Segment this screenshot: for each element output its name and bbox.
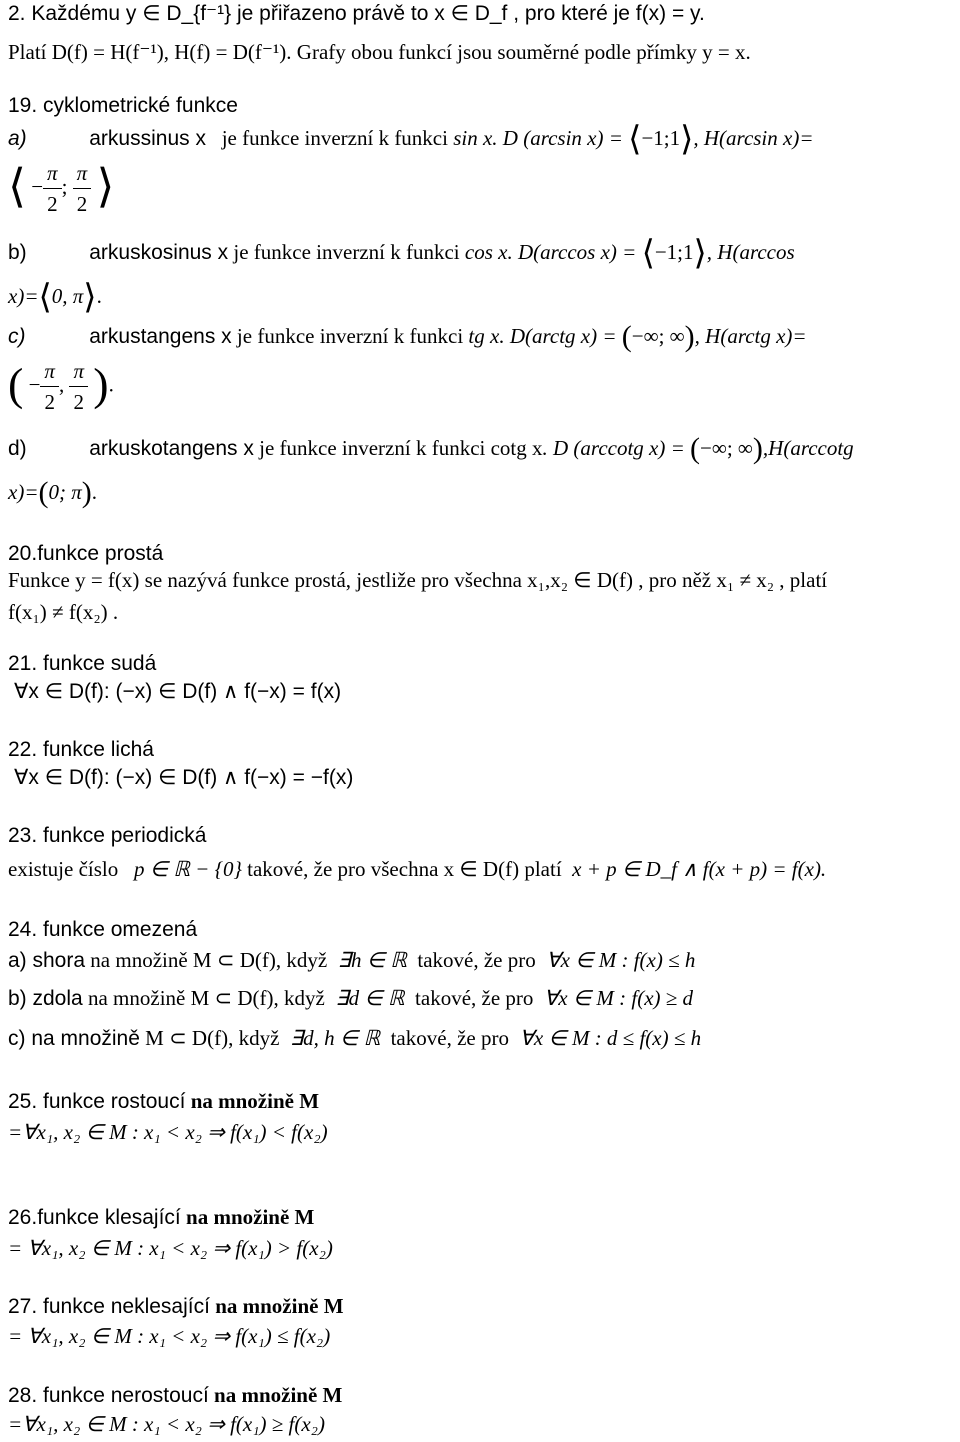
section-20-line-1: Funkce y = f(x) se nazývá funkce prostá, jestliže pro všechna x₁,x₂ ∈ D(f) , pro něž x₁ ≠ x₂ , platí <box>8 568 828 592</box>
item-18-line-2: Platí D(f) = H(f⁻¹), H(f) = D(f⁻¹). Grafy obou funkcí jsou souměrné podle přímky y = x. <box>8 40 751 64</box>
arctg-label: c) <box>8 325 26 348</box>
arccos-range-line: x)=⟨0, π⟩. <box>8 279 102 316</box>
periodic-text-b: takové, že pro všechna x ∈ D(f) platí <box>247 857 562 881</box>
bounded-above-formula: ∀x ∈ M : f(x) ≤ h <box>546 948 696 972</box>
arctg-text: je funkce inverzní k funkci <box>236 324 464 348</box>
arccotg-label: d) <box>8 437 27 460</box>
arctg-domain-value: −∞; ∞ <box>631 324 685 348</box>
bounded-above-text-2: takové, že pro <box>417 948 536 972</box>
arccotg-name: arkuskotangens x <box>89 437 254 460</box>
section-23-title: 23. funkce periodická <box>8 824 207 847</box>
arctg-frac-den-2: 2 <box>73 390 84 414</box>
bounded-text: M ⊂ D(f), když <box>145 1026 280 1050</box>
arcsin-domain-label: . D (arcsin x) = <box>492 126 623 150</box>
periodic-text-a: existuje číslo <box>8 857 119 881</box>
section-26-formula: = ∀x₁, x₂ ∈ M : x₁ < x₂ ⇒ f(x₁) > f(x₂) <box>8 1236 333 1260</box>
arcsin-frac-num-1: π <box>43 158 62 189</box>
bounded-below-formula: ∀x ∈ M : f(x) ≥ d <box>543 986 694 1010</box>
section-25-title-line <box>8 1087 952 1116</box>
section-19-title: 19. cyklometrické funkce <box>8 94 238 117</box>
arccos-label: b) <box>8 241 27 264</box>
arctg-line: c) arkustangens x je funkce inverzní k funkci tg x. D(arctg x) = (−∞; ∞), H(arctg x)= <box>8 320 807 353</box>
arctg-domain-label: . D(arctg x) = <box>499 324 617 348</box>
arcsin-domain-value: −1;1 <box>641 126 681 150</box>
bounded-formula: ∀x ∈ M : d ≤ f(x) ≤ h <box>519 1026 702 1050</box>
section-27-title: 27. funkce neklesající <box>8 1295 210 1318</box>
section-26-title-line <box>8 1203 952 1232</box>
arcsin-frac-den-2: 2 <box>76 192 88 216</box>
section-23-line <box>8 855 952 883</box>
arcsin-range-label: , H(arcsin x)= <box>693 126 814 150</box>
arccotg-range-line: x)=(0; π). <box>8 476 98 509</box>
arcsin-name: arkussinus x <box>89 127 206 150</box>
section-28-title: 28. funkce nerostoucí <box>8 1384 209 1407</box>
arccotg-domain-value: −∞; ∞ <box>700 436 753 460</box>
section-26-subtitle: na množině M <box>186 1205 315 1229</box>
section-26-title: 26.funkce klesající <box>8 1206 181 1229</box>
bounded-text-2: takové, že pro <box>390 1026 509 1050</box>
arccotg-range-label: ,H(arccotg <box>762 436 854 460</box>
bounded-above-quantifier: ∃h ∈ ℝ <box>337 948 407 972</box>
bounded-below-text-2: takové, že pro <box>415 986 534 1010</box>
bounded-below-label: b) zdola <box>8 987 83 1010</box>
arccos-range-label-2: x)= <box>8 284 39 308</box>
arccotg-domain-label: . D (arccotg x) = <box>542 436 685 460</box>
arctg-frac-num-1: π <box>40 356 59 387</box>
bounded-below-line <box>8 984 952 1013</box>
arccos-range-label: , H(arccos <box>706 240 795 264</box>
section-21-formula: ∀x ∈ D(f): (−x) ∈ D(f) ∧ f(−x) = f(x) <box>14 680 342 703</box>
arctg-range-label: , H(arctg x)= <box>694 324 807 348</box>
section-20-line-2: f(x₁) ≠ f(x₂) . <box>8 600 119 624</box>
arccos-text: je funkce inverzní k funkci <box>233 240 460 264</box>
arcsin-frac-num-2: π <box>73 158 92 189</box>
section-21-title: 21. funkce sudá <box>8 652 157 675</box>
bounded-above-label: a) shora <box>8 949 86 972</box>
arccos-domain-value: −1;1 <box>654 240 694 264</box>
section-20-title: 20.funkce prostá <box>8 542 164 565</box>
bounded-below-text: na množině M ⊂ D(f), když <box>87 986 325 1010</box>
arccotg-text: je funkce inverzní k funkci cotg x <box>259 436 543 460</box>
periodic-formula-a: p ∈ ℝ − {0} <box>133 857 242 881</box>
section-27-formula: = ∀x₁, x₂ ∈ M : x₁ < x₂ ⇒ f(x₁) ≤ f(x₂) <box>8 1324 331 1348</box>
arcsin-label: a) <box>8 127 27 150</box>
arctg-frac-num-2: π <box>69 356 88 387</box>
arccos-line: b) arkuskosinus x je funkce inverzní k funkci cos x. D(arccos x) = ⟨−1;1⟩, H(arccos <box>8 235 795 272</box>
section-25-subtitle: na množině M <box>190 1089 320 1113</box>
bounded-line <box>8 1024 952 1053</box>
arcsin-range-line: ⟨ − $\frac{\pi}{2}$ ; $\frac{\pi}{2}$ ⟩ <box>8 158 952 228</box>
arcsin-text: je funkce inverzní k funkci <box>221 126 448 150</box>
section-22-title: 22. funkce lichá <box>8 738 154 761</box>
arcsin-line: a) arkussinus x je funkce inverzní k funkci sin x. D (arcsin x) = ⟨−1;1⟩, H(arcsin x)= <box>8 121 814 158</box>
bounded-quantifier: ∃d, h ∈ ℝ <box>289 1026 381 1050</box>
section-28-formula: =∀x₁, x₂ ∈ M : x₁ < x₂ ⇒ f(x₁) ≥ f(x₂) <box>8 1412 325 1436</box>
bounded-label: c) na množině <box>8 1027 140 1050</box>
bounded-above-line <box>8 946 952 975</box>
section-27-subtitle: na množině M <box>215 1294 344 1318</box>
arctg-function: tg x <box>468 324 500 348</box>
periodic-formula-b: x + p ∈ D_f ∧ f(x + p) = f(x). <box>572 857 827 881</box>
arccotg-line: d) arkuskotangens x je funkce inverzní k funkci cotg x. D (arccotg x) = (−∞; ∞),H(arccotg <box>8 432 854 465</box>
arcsin-function: sin x <box>453 126 493 150</box>
section-27-title-line <box>8 1292 952 1321</box>
bounded-above-text: na množině M ⊂ D(f), když <box>90 948 328 972</box>
item-18-line-1: 2. Každému y ∈ D_{f⁻¹} je přiřazeno právě to x ∈ D_f , pro které je f(x) = y. <box>8 2 705 25</box>
arcsin-frac-den-1: 2 <box>47 192 58 216</box>
arccos-name: arkuskosinus x <box>89 241 229 264</box>
section-25-title: 25. funkce rostoucí <box>8 1090 186 1113</box>
arctg-frac-den-1: 2 <box>44 390 55 414</box>
section-28-subtitle: na množině M <box>214 1383 343 1407</box>
arctg-range-line: ( − $\frac{\pi}{2}$ , $\frac{\pi}{2}$ ). <box>8 356 952 426</box>
arctg-name: arkustangens x <box>89 325 232 348</box>
section-22-formula: ∀x ∈ D(f): (−x) ∈ D(f) ∧ f(−x) = −f(x) <box>14 766 354 789</box>
section-24-title: 24. funkce omezená <box>8 918 198 941</box>
section-28-title-line <box>8 1381 952 1410</box>
section-25-formula: =∀x₁, x₂ ∈ M : x₁ < x₂ ⇒ f(x₁) < f(x₂) <box>8 1120 328 1144</box>
arccotg-range-value: 0; π <box>48 480 82 504</box>
arccos-domain-label: . D(arccos x) = <box>507 240 637 264</box>
arccos-function: cos x <box>464 240 508 264</box>
arccotg-range-label-2: x)= <box>8 480 39 504</box>
arccos-range-value: 0, π <box>51 284 84 308</box>
bounded-below-quantifier: ∃d ∈ ℝ <box>335 986 405 1010</box>
